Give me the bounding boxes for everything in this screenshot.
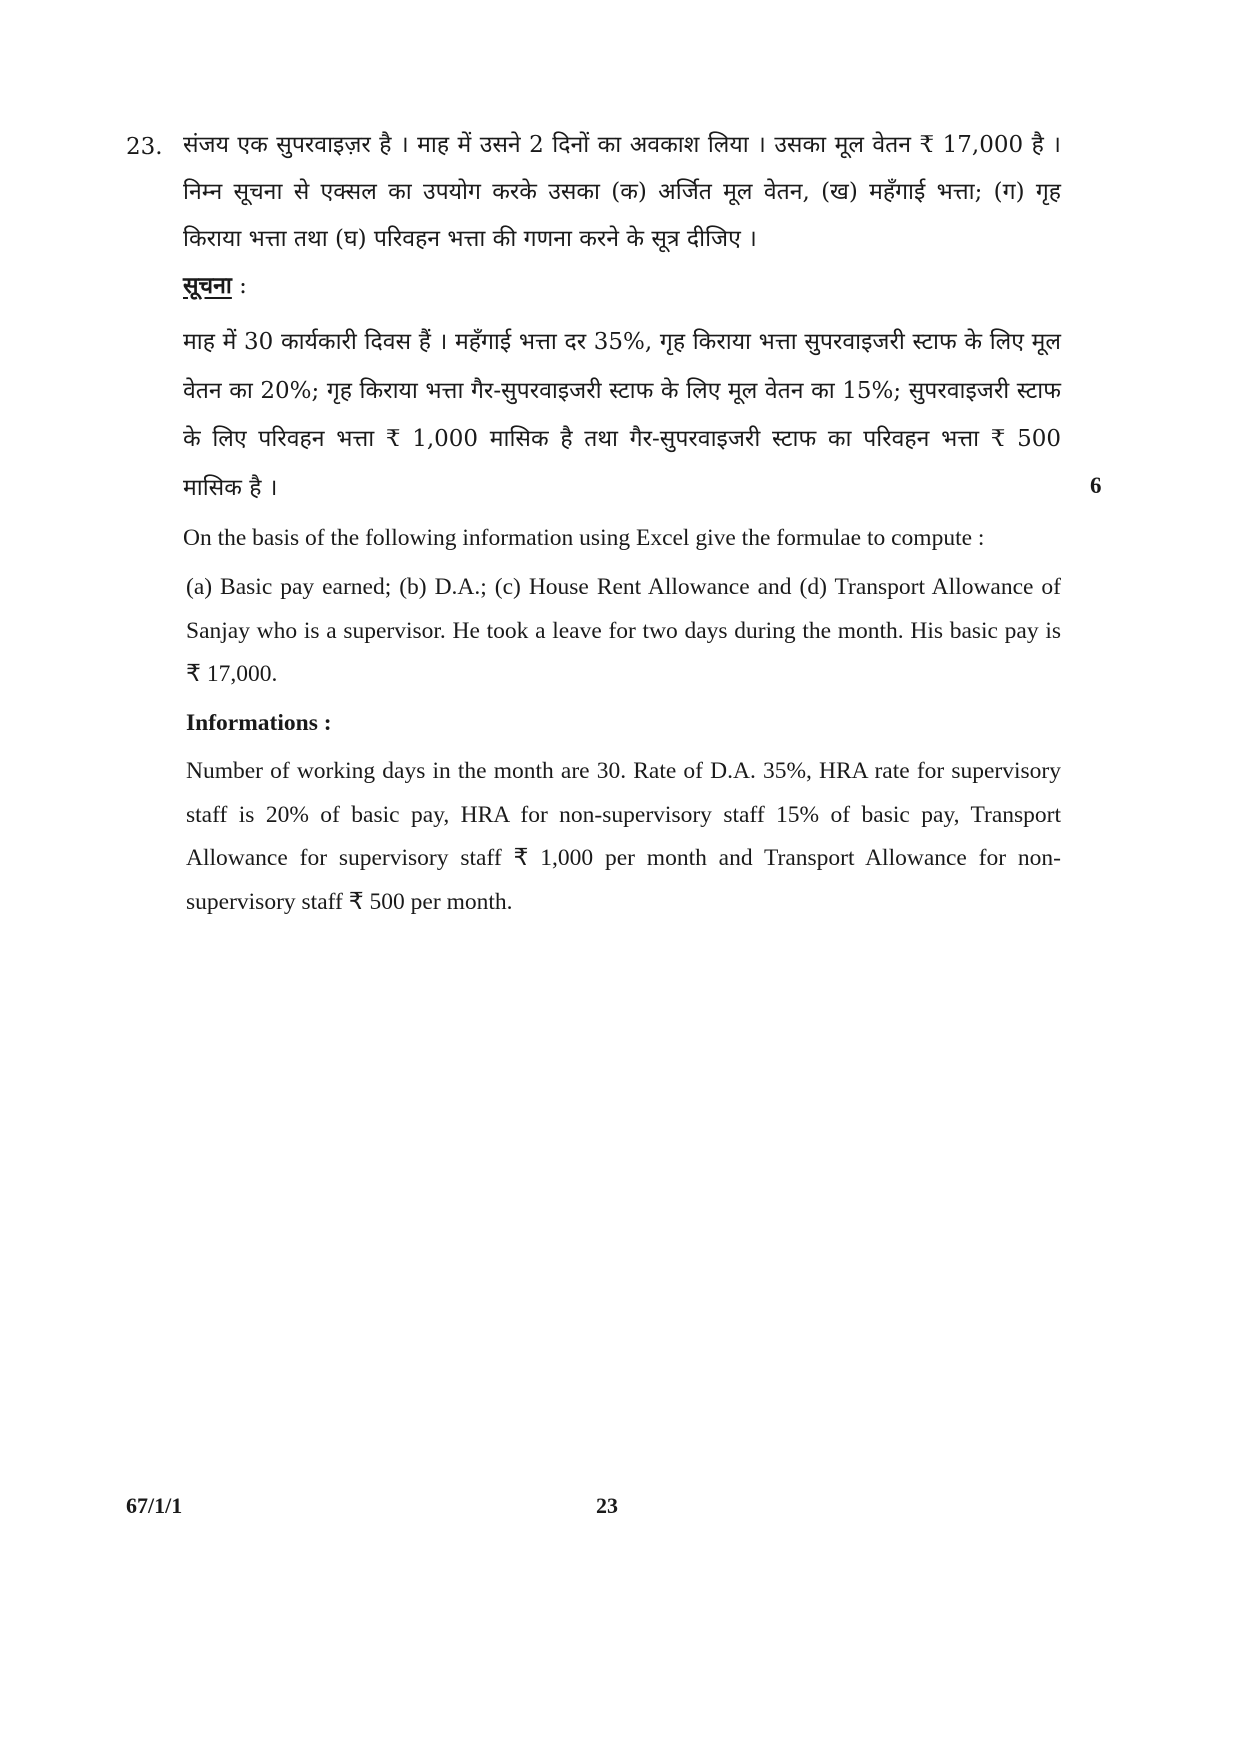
hindi-info-heading-colon: : xyxy=(231,273,247,299)
english-question-text: (a) Basic pay earned; (b) D.A.; (c) House Rent Allowance and (d) Transport Allowance of Sanjay who is a supervisor. He took a leave for two days during the month. His basic pay is ₹ 17,000. xyxy=(186,574,1061,687)
paper-code: 67/1/1 xyxy=(126,1493,183,1518)
hindi-info-heading xyxy=(183,268,1061,304)
hindi-info-text: माह में 30 कार्यकारी दिवस हैं । महँगाई भत्ता दर 35%, गृह किराया भत्ता सुपरवाइजरी स्टाफ के लिए मूल वेतन का 20%; गृह किराया भत्ता गैर-सुपरवाइजरी स्टाफ के लिए मूल वेतन का 15%; सुपरवाइजरी स्टाफ के लिए परिवहन भत्ता ₹ 1,000 मासिक है तथा गैर-सुपरवाइजरी स्टाफ का परिवहन भत्ता ₹ 500 मासिक है । xyxy=(183,329,1061,501)
english-info-heading: Informations : xyxy=(186,710,332,736)
hindi-question-text: संजय एक सुपरवाइज़र है । माह में उसने 2 दिनों का अवकाश लिया । उसका मूल वेतन ₹ 17,000 है । निम्न सूचना से एक्सल का उपयोग करके उसका (क) अर्जित मूल वेतन, (ख) महँगाई भत्ता; (ग) गृह किराया भत्ता तथा (घ) परिवहन भत्ता की गणना करने के सूत्र दीजिए । xyxy=(183,132,1061,252)
hindi-info-heading-label: सूचना xyxy=(183,272,232,299)
question-number: 23. xyxy=(126,134,163,160)
question-marks: 6 xyxy=(1090,473,1102,498)
english-info-text: Number of working days in the month are 30. Rate of D.A. 35%, HRA rate for supervisory staff is 20% of basic pay, HRA for non-supervisory staff 15% of basic pay, Transport Allowance for supervisory staff ₹ 1,000 per month and Transport Allowance for non-supervisory staff ₹ 500 per month. xyxy=(186,758,1061,915)
english-intro-text: On the basis of the following information using Excel give the formulae to compute : xyxy=(183,525,985,551)
page-number: 23 xyxy=(596,1493,618,1518)
